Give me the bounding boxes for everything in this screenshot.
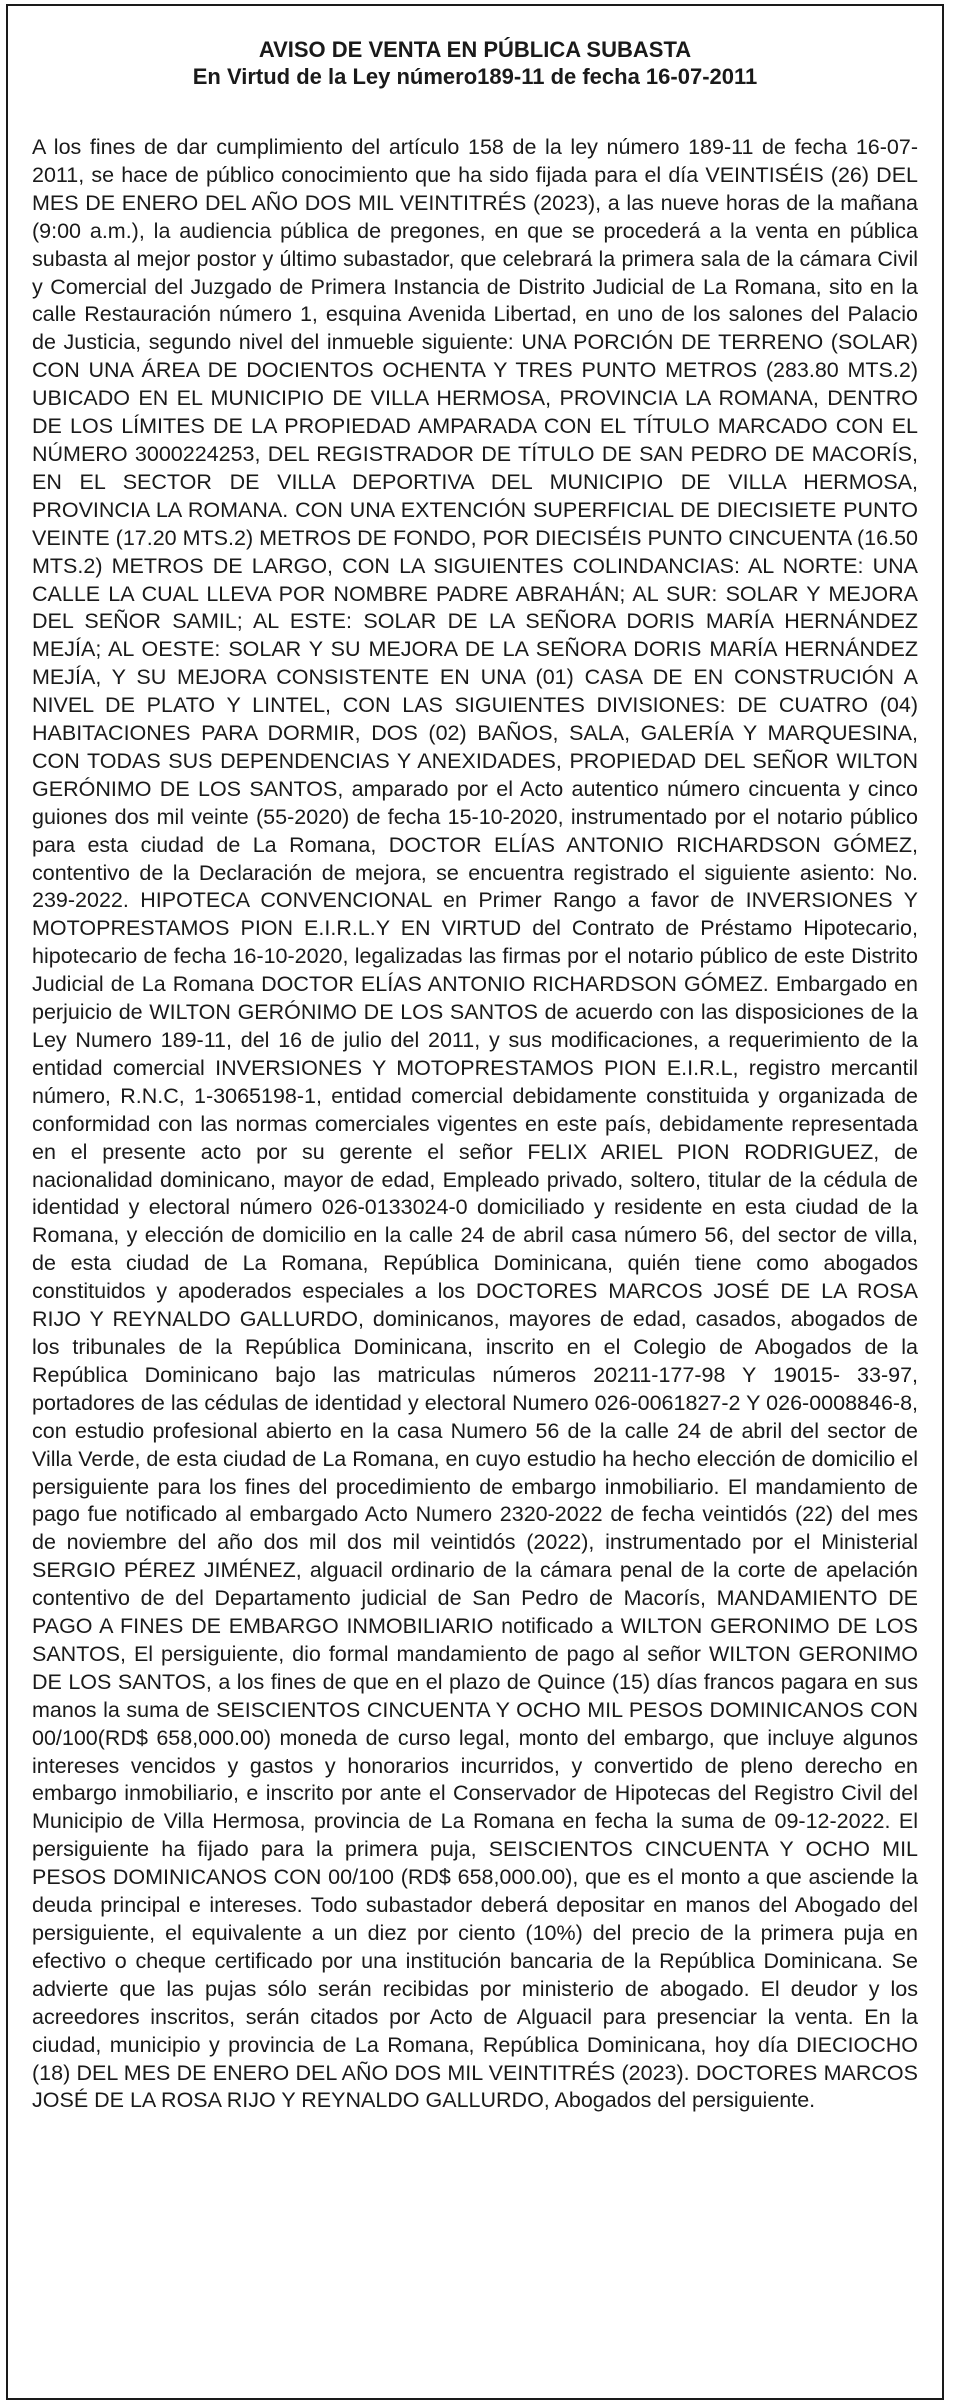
notice-title: AVISO DE VENTA EN PÚBLICA SUBASTA [258,37,692,62]
notice-subtitle: En Virtud de la Ley número189-11 de fecha 16-07-2011 [192,64,758,89]
notice-header [8,36,942,90]
notice-body: A los fines de dar cumplimiento del artículo 158 de la ley número 189-11 de fecha 16-07-2011, se hace de público conocimiento que ha sido fijada para el día VEINTISÉIS (26) DEL MES DE ENERO DEL AÑO DOS MIL VEINTITRÉS (2023), a las nueve horas de la mañana (9:00 a.m.), la audiencia pública de pregones, en que se procederá a la venta en pública subasta al mejor postor y último subastador, que celebrará la primera sala de la cámara Civil y Comercial del Juzgado de Primera Instancia de Distrito Judicial de La Romana, sito en la calle Restauración número 1, esquina Avenida Libertad, en uno de los salones del Palacio de Justicia, segundo nivel del inmueble siguiente: UNA PORCIÓN DE TERRENO (SOLAR) CON UNA ÁREA DE DOCIENTOS OCHENTA Y TRES PUNTO METROS (283.80 MTS.2) UBICADO EN EL MUNICIPIO DE VILLA HERMOSA, PROVINCIA LA ROMANA, DENTRO DE LOS LÍMITES DE LA PROPIEDAD AMPARADA CON EL TÍTULO MARCADO CON EL NÚMERO 3000224253, DEL REGISTRADOR DE TÍTULO DE SAN PEDRO DE MACORÍS, EN EL SECTOR DE VILLA DEPORTIVA DEL MUNICIPIO DE VILLA HERMOSA, PROVINCIA LA ROMANA. CON UNA EXTENCIÓN SUPERFICIAL DE DIECISIETE PUNTO VEINTE (17.20 MTS.2) METROS DE FONDO, POR DIECISÉIS PUNTO CINCUENTA (16.50 MTS.2) METROS DE LARGO, CON LA SIGUIENTES COLINDANCIAS: AL NORTE: UNA CALLE LA CUAL LLEVA POR NOMBRE PADRE ABRAHÁN; AL SUR: SOLAR Y MEJORA DEL SEÑOR SAMIL; AL ESTE: SOLAR DE LA SEÑORA DORIS MARÍA HERNÁNDEZ MEJÍA; AL OESTE: SOLAR Y SU MEJORA DE LA SEÑORA DORIS MARÍA HERNÁNDEZ MEJÍA, Y SU MEJORA CONSISTENTE EN UNA (01) CASA DE EN CONSTRUCIÓN A NIVEL DE PLATO Y LINTEL, CON LAS SIGUIENTES DIVISIONES: DE CUATRO (04) HABITACIONES PARA DORMIR, DOS (02) BAÑOS, SALA, GALERÍA Y MARQUESINA, CON TODAS SUS DEPENDENCIAS Y ANEXIDADES, PROPIEDAD DEL SEÑOR WILTON GERÓNIMO DE LOS SANTOS, amparado por el Acto autentico número cincuenta y cinco guiones dos mil veinte (55-2020) de fecha 15-10-2020, instrumentado por el notario público para esta ciudad de La Romana, DOCTOR ELÍAS ANTONIO RICHARDSON GÓMEZ, contentivo de la Declaración de mejora, se encuentra registrado el siguiente asiento: No. 239-2022. HIPOTECA CONVENCIONAL en Primer Rango a favor de INVERSIONES Y MOTOPRESTAMOS PION E.I.R.L.Y EN VIRTUD del Contrato de Préstamo Hipotecario, hipotecario de fecha 16-10-2020, legalizadas las firmas por el notario público de este Distrito Judicial de La Romana DOCTOR ELÍAS ANTONIO RICHARDSON GÓMEZ. Embargado en perjuicio de WILTON GERÓNIMO DE LOS SANTOS de acuerdo con las disposiciones de la Ley Numero 189-11, del 16 de julio del 2011, y sus modificaciones, a requerimiento de la entidad comercial INVERSIONES Y MOTOPRESTAMOS PION E.I.R.L, registro mercantil número, R.N.C, 1-3065198-1, entidad comercial debidamente constituida y organizada de conformidad con las normas comerciales vigentes en este país, debidamente representada en el presente acto por su gerente el señor FELIX ARIEL PION RODRIGUEZ, de nacionalidad dominicano, mayor de edad, Empleado privado, soltero, titular de la cédula de identidad y electoral número 026-0133024-0 domiciliado y residente en esta ciudad de la Romana, y elección de domicilio en la calle 24 de abril casa número 56, del sector de villa, de esta ciudad de La Romana, República Dominicana, quién tiene como abogados constituidos y apoderados especiales a los DOCTORES MARCOS JOSÉ DE LA ROSA RIJO Y REYNALDO GALLURDO, dominicanos, mayores de edad, casados, abogados de los tribunales de la República Dominicana, inscrito en el Colegio de Abogados de la República Dominicano bajo las matriculas números 20211-177-98 Y 19015- 33-97, portadores de las cédulas de identidad y electoral Numero 026-0061827-2 Y 026-0008846-8, con estudio profesional abierto en la casa Numero 56 de la calle 24 de abril del sector de Villa Verde, de esta ciudad de La Romana, en cuyo estudio ha hecho elección de domicilio el persiguiente para los fines del procedimiento de embargo inmobiliario. El mandamiento de pago fue notificado al embargado Acto Numero 2320-2022 de fecha veintidós (22) del mes de noviembre del año dos mil dos mil veintidós (2022), instrumentado por el Ministerial SERGIO PÉREZ JIMÉNEZ, alguacil ordinario de la cámara penal de la corte de apelación contentivo de del Departamento judicial de San Pedro de Macorís, MANDAMIENTO DE PAGO A FINES DE EMBARGO INMOBILIARIO notificado a WILTON GERONIMO DE LOS SANTOS, El persiguiente, dio formal mandamiento de pago al señor WILTON GERONIMO DE LOS SANTOS, a los fines de que en el plazo de Quince (15) días francos pagara en sus manos la suma de SEISCIENTOS CINCUENTA Y OCHO MIL PESOS DOMINICANOS CON 00/100(RD$ 658,000.00) moneda de curso legal, monto del embargo, que incluye algunos intereses vencidos y gastos y honorarios incurridos, y convertido de pleno derecho en embargo inmobiliario, e inscrito por ante el Conservador de Hipotecas del Registro Civil del Municipio de Villa Hermosa, provincia de La Romana en fecha la suma de 09-12-2022. El persiguiente ha fijado para la primera puja, SEISCIENTOS CINCUENTA Y OCHO MIL PESOS DOMINICANOS CON 00/100 (RD$ 658,000.00), que es el monto a que asciende la deuda principal e intereses. Todo subastador deberá depositar en manos del Abogado del persiguiente, el equivalente a un diez por ciento (10%) del precio de la primera puja en efectivo o cheque certificado por una institución bancaria de la República Dominicana. Se advierte que las pujas sólo serán recibidas por ministerio de abogado. El deudor y los acreedores inscritos, serán citados por Acto de Alguacil para presenciar la venta. En la ciudad, municipio y provincia de La Romana, República Dominicana, hoy día DIECIOCHO (18) DEL MES DE ENERO DEL AÑO DOS MIL VEINTITRÉS (2023). DOCTORES MARCOS JOSÉ DE LA ROSA RIJO Y REYNALDO GALLURDO, Abogados del persiguiente. [32,135,918,2113]
notice-frame [6,4,944,2400]
